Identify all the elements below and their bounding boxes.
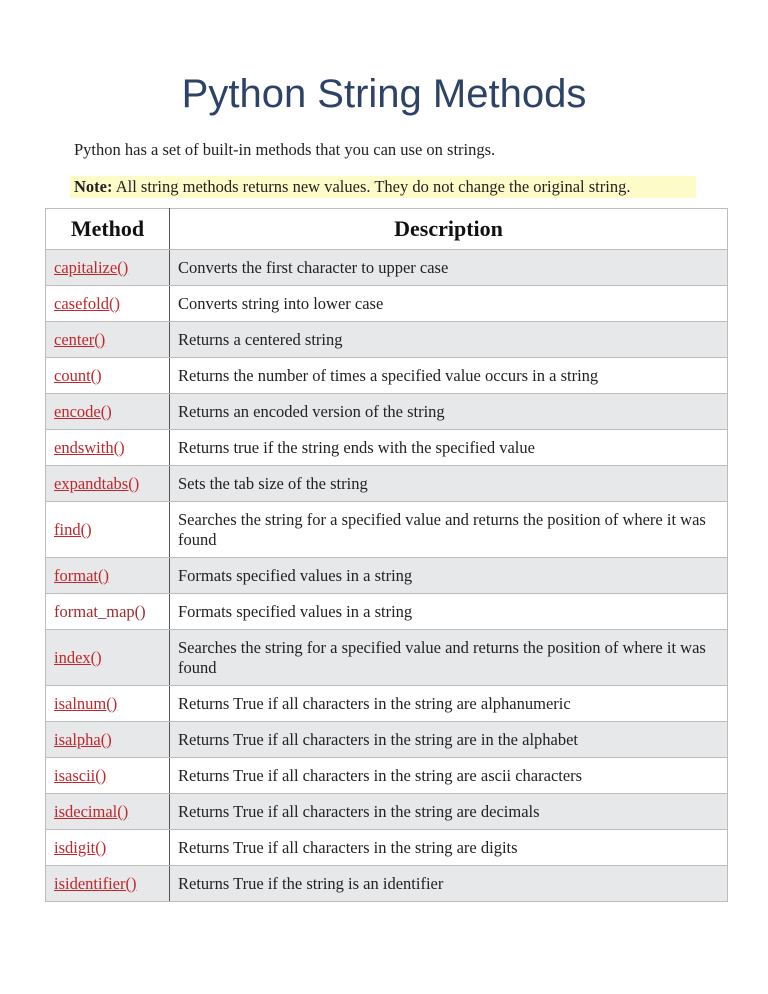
method-cell (46, 630, 170, 686)
table-row (46, 250, 728, 286)
description-cell: Returns an encoded version of the string (170, 394, 728, 430)
method-link[interactable]: isdecimal() (54, 801, 129, 821)
method-link[interactable]: format() (54, 565, 109, 585)
table-row (46, 394, 728, 430)
method-link[interactable]: isdigit() (54, 837, 107, 857)
method-cell (46, 794, 170, 830)
method-cell (46, 430, 170, 466)
intro-text: Python has a set of built-in methods that you can use on strings. (74, 140, 496, 159)
method-link[interactable]: isalpha() (54, 729, 112, 749)
method-link[interactable]: count() (54, 365, 102, 385)
method-link[interactable]: capitalize() (54, 257, 129, 277)
description-cell: Returns a centered string (170, 322, 728, 358)
description-cell: Sets the tab size of the string (170, 466, 728, 502)
method-cell (46, 466, 170, 502)
header-method: Method (46, 209, 170, 250)
method-cell (46, 558, 170, 594)
method-cell (46, 322, 170, 358)
table-row (46, 758, 728, 794)
method-cell (46, 758, 170, 794)
description-cell: Formats specified values in a string (170, 558, 728, 594)
method-cell (46, 502, 170, 558)
table-row (46, 358, 728, 394)
description-cell: Returns True if all characters in the string are decimals (170, 794, 728, 830)
table-row (46, 866, 728, 902)
note-box (70, 176, 696, 198)
method-cell (46, 722, 170, 758)
description-cell: Returns True if all characters in the string are ascii characters (170, 758, 728, 794)
table-row (46, 594, 728, 630)
method-link[interactable]: find() (54, 519, 92, 539)
description-cell: Searches the string for a specified value and returns the position of where it was found (170, 502, 728, 558)
method-link[interactable]: isalnum() (54, 693, 118, 713)
method-cell (46, 594, 170, 630)
table-row (46, 830, 728, 866)
table-row (46, 558, 728, 594)
header-description: Description (170, 209, 728, 250)
method-link[interactable]: expandtabs() (54, 473, 140, 493)
method-cell (46, 286, 170, 322)
description-cell: Converts string into lower case (170, 286, 728, 322)
method-link[interactable]: isascii() (54, 765, 107, 785)
description-cell: Searches the string for a specified value and returns the position of where it was found (170, 630, 728, 686)
method-link[interactable]: endswith() (54, 437, 125, 457)
method-link[interactable]: isidentifier() (54, 873, 137, 893)
method-link[interactable]: format_map() (54, 601, 146, 621)
method-cell (46, 686, 170, 722)
table-row (46, 322, 728, 358)
description-cell: Converts the first character to upper case (170, 250, 728, 286)
method-link[interactable]: casefold() (54, 293, 120, 313)
description-cell: Returns the number of times a specified value occurs in a string (170, 358, 728, 394)
table-row (46, 686, 728, 722)
table-row (46, 286, 728, 322)
table-row (46, 630, 728, 686)
method-cell (46, 358, 170, 394)
method-link[interactable]: center() (54, 329, 106, 349)
description-cell: Returns True if the string is an identifier (170, 866, 728, 902)
note-label: Note: (74, 177, 113, 196)
method-cell (46, 866, 170, 902)
table-row (46, 722, 728, 758)
table-row (46, 430, 728, 466)
table-row (46, 502, 728, 558)
description-cell: Returns true if the string ends with the specified value (170, 430, 728, 466)
table-row (46, 466, 728, 502)
table-row (46, 794, 728, 830)
methods-table (45, 208, 728, 902)
method-cell (46, 250, 170, 286)
note-text: All string methods returns new values. They do not change the original string. (112, 177, 631, 196)
method-link[interactable]: index() (54, 647, 102, 667)
method-cell (46, 394, 170, 430)
description-cell: Returns True if all characters in the string are digits (170, 830, 728, 866)
description-cell: Formats specified values in a string (170, 594, 728, 630)
table-header (46, 209, 728, 250)
method-cell (46, 830, 170, 866)
description-cell: Returns True if all characters in the string are in the alphabet (170, 722, 728, 758)
method-link[interactable]: encode() (54, 401, 112, 421)
page-title: Python String Methods (181, 72, 587, 116)
description-cell: Returns True if all characters in the string are alphanumeric (170, 686, 728, 722)
